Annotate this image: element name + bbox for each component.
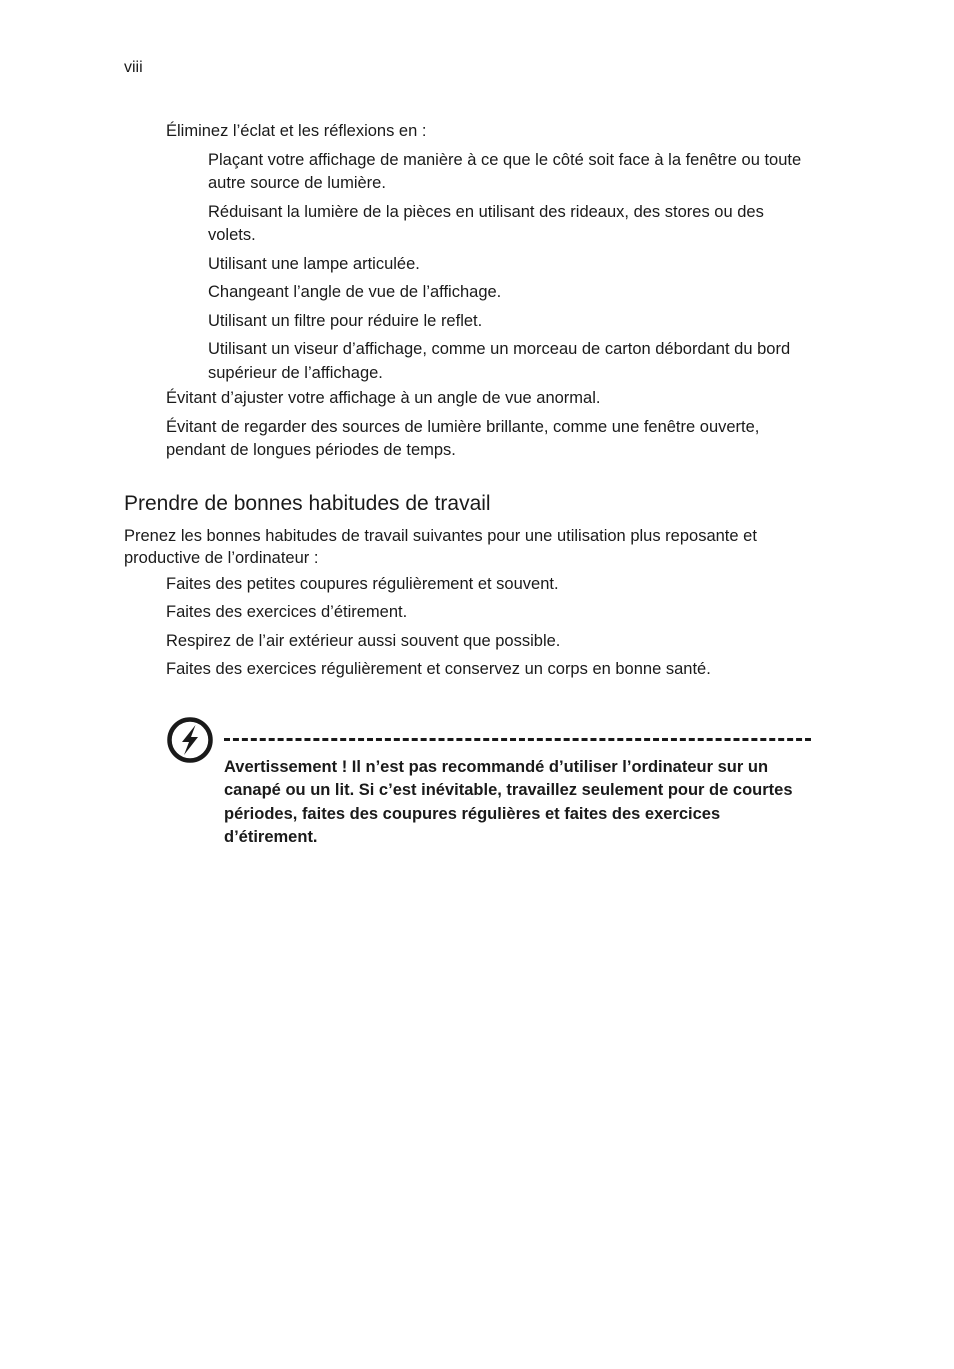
work-habit-item: Faites des exercices d’étirement. (166, 603, 408, 621)
glare-after-item: Évitant d’ajuster votre affichage à un angle de vue anormal. (166, 389, 601, 407)
work-habit-item: Faites des petites coupures régulièrement et souvent. (166, 574, 559, 593)
glare-after-item: Évitant de regarder des sources de lumière brillante, comme une fenêtre ouverte, pendant de longues périodes de temps. (166, 417, 760, 459)
page-content (124, 120, 814, 844)
glare-item: Changeant l’angle de vue de l’affichage. (208, 283, 502, 301)
page-number: viii (124, 59, 143, 76)
warning-divider (224, 738, 811, 741)
glare-item: Utilisant un filtre pour réduire le reflet. (208, 311, 483, 330)
glare-intro: Éliminez l’éclat et les réflexions en : (166, 122, 427, 140)
warning-text: Avertissement ! Il n’est pas recommandé d’utiliser l’ordinateur sur un canapé ou un lit. Si c’est inévitable, travaillez seulement pour de courtes périodes, faites des coupures régulières et faites des exercices d’étirement. (224, 757, 793, 846)
glare-item: Utilisant un viseur d’affichage, comme un morceau de carton débordant du bord supérieur de l’affichage. (208, 340, 791, 382)
glare-item: Réduisant la lumière de la pièces en utilisant des rideaux, des stores ou des volets. (208, 202, 764, 244)
warning-box (124, 704, 814, 844)
glare-item: Plaçant votre affichage de manière à ce que le côté soit face à la fenêtre ou toute autre source de lumière. (208, 150, 802, 192)
work-habit-item: Respirez de l’air extérieur aussi souvent que possible. (166, 631, 561, 650)
section-heading: Prendre de bonnes habitudes de travail (124, 491, 491, 515)
glare-item: Utilisant une lampe articulée. (208, 254, 420, 273)
warning-bolt-icon (166, 716, 214, 764)
work-habit-item: Faites des exercices régulièrement et conservez un corps en bonne santé. (166, 660, 711, 678)
work-habits-intro: Prenez les bonnes habitudes de travail suivantes pour une utilisation plus reposante et productive de l’ordinateur : (124, 526, 757, 567)
